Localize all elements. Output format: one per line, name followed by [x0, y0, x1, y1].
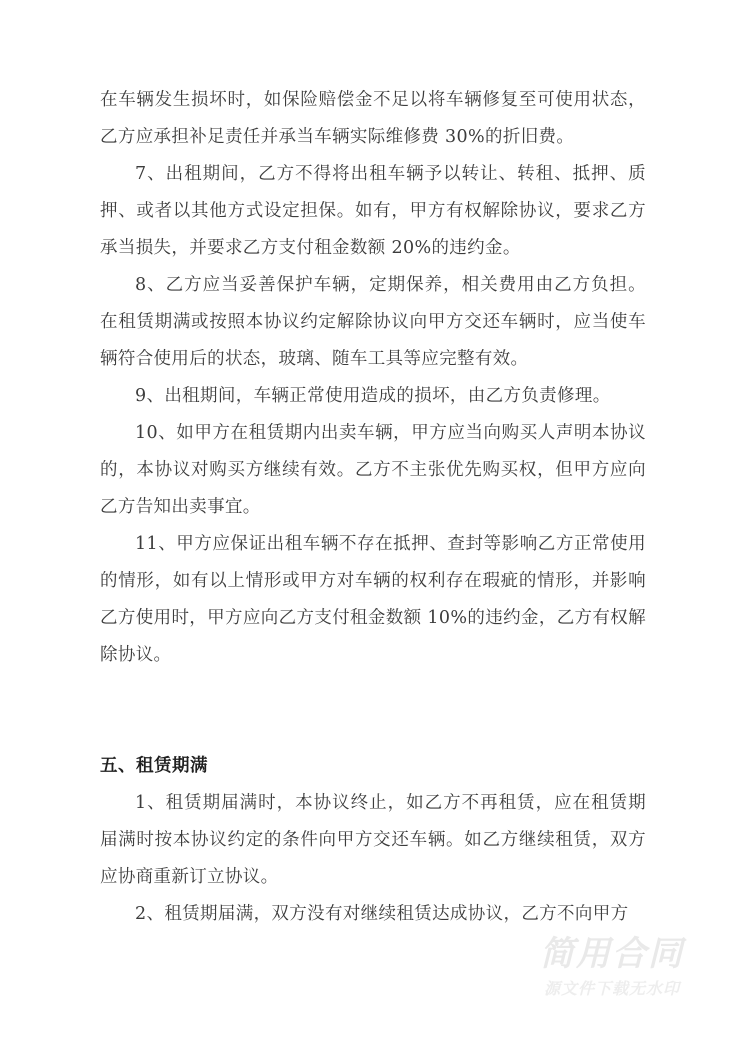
clause-11: 11、甲方应保证出租车辆不存在抵押、查封等影响乙方正常使用的情形，如有以上情形或甲方对车辆的权利存在瑕疵的情形，并影响乙方使用时，甲方应向乙方支付租金数额 10%的违约金，乙方有权解除协议。 [100, 534, 646, 665]
paragraph-continuation: 在车辆发生损坏时，如保险赔偿金不足以将车辆修复至可使用状态，乙方应承担补足责任并承当车辆实际维修费 30%的折旧费。 [100, 90, 646, 147]
section-heading-lease-expiry: 五、租赁期满 [100, 756, 208, 776]
section-clause-1: 1、租赁期届满时，本协议终止，如乙方不再租赁，应在租赁期届满时按本协议约定的条件向甲方交还车辆。如乙方继续租赁，双方应协商重新订立协议。 [100, 793, 646, 887]
watermark-brand-text: 简用合同 [540, 934, 684, 974]
clause-9: 9、出租期间，车辆正常使用造成的损坏，由乙方负责修理。 [135, 386, 611, 406]
document-body [100, 82, 646, 933]
section-clause-2: 2、租赁期届满，双方没有对继续租赁达成协议，乙方不向甲方 [135, 904, 629, 924]
clause-8: 8、乙方应当妥善保护车辆，定期保养，相关费用由乙方负担。在租赁期满或按照本协议约定解除协议向甲方交还车辆时，应当使车辆符合使用后的状态，玻璃、随车工具等应完整有效。 [100, 275, 646, 369]
clause-7: 7、出租期间，乙方不得将出租车辆予以转让、转租、抵押、质押、或者以其他方式设定担保。如有，甲方有权解除协议，要求乙方承当损失，并要求乙方支付租金数额 20%的违约金。 [100, 164, 646, 258]
watermark [492, 935, 732, 1001]
clause-10: 10、如甲方在租赁期内出卖车辆，甲方应当向购买人声明本协议的，本协议对购买方继续有效。乙方不主张优先购买权，但甲方应向乙方告知出卖事宜。 [100, 423, 646, 517]
section-spacer [100, 674, 646, 748]
watermark-subtitle-text: 源文件下载无水印 [543, 979, 680, 998]
